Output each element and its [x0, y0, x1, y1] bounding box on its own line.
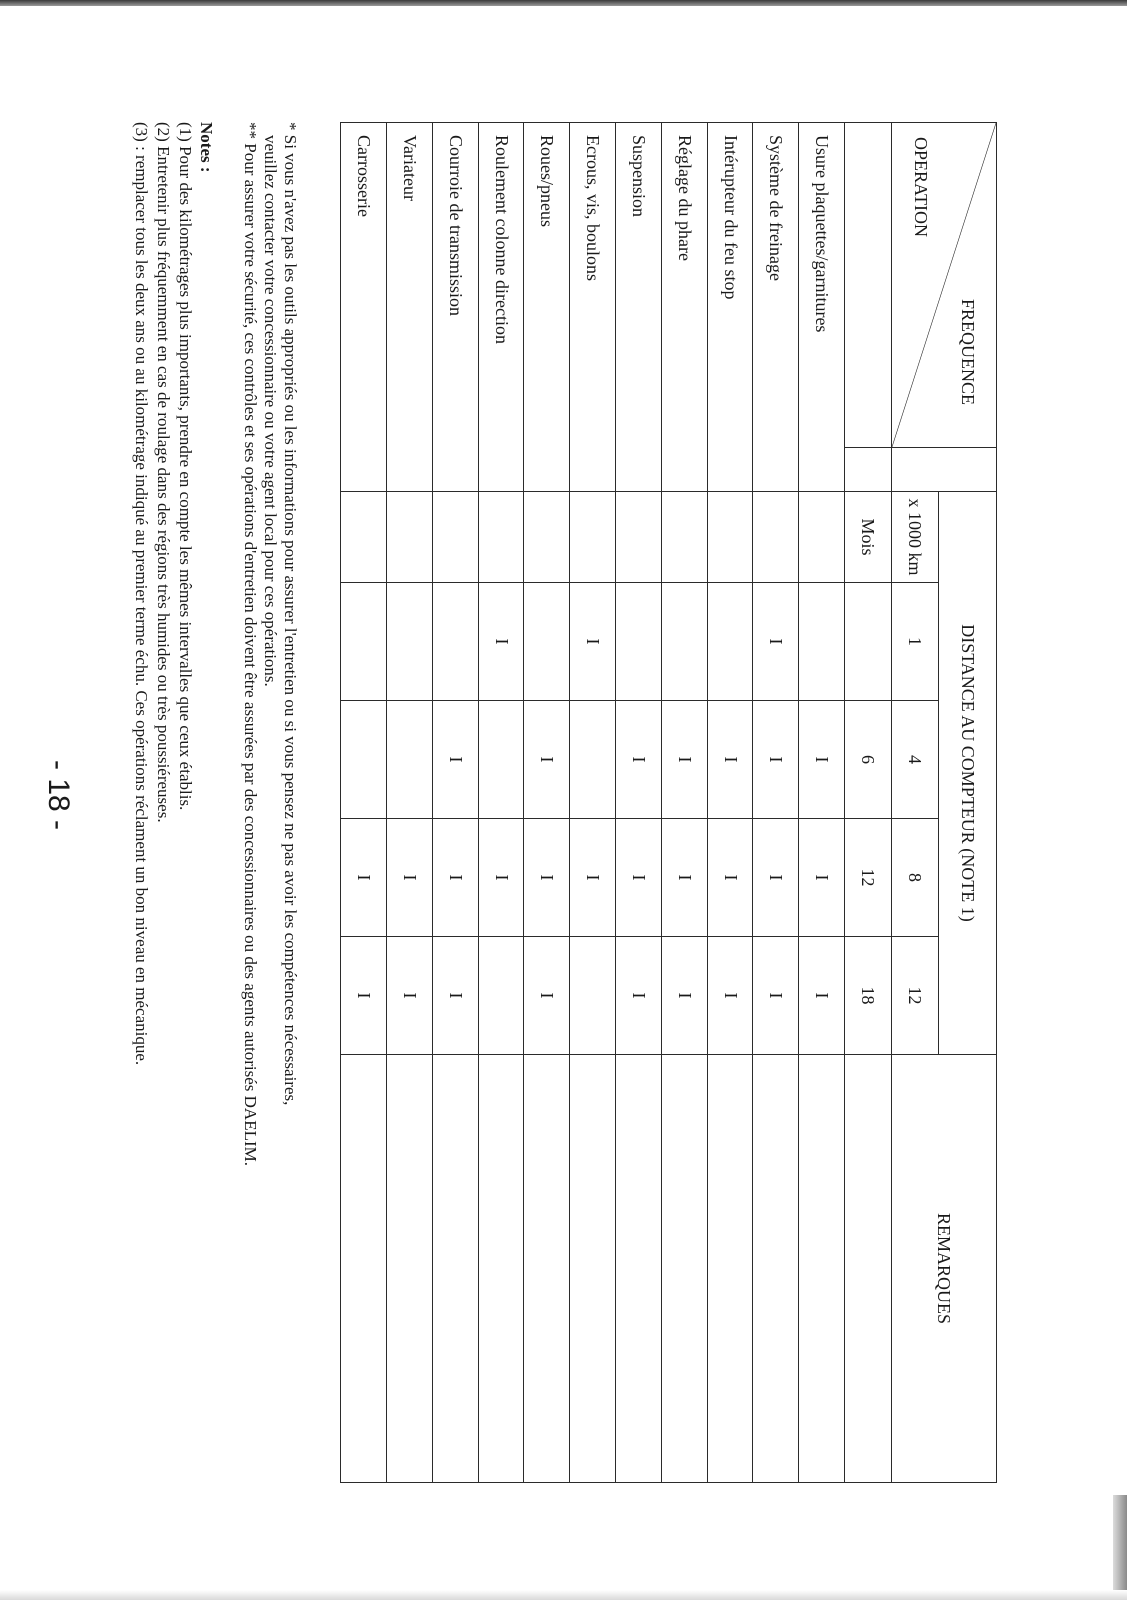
table-cell	[524, 492, 570, 583]
mois-18-cell: 18	[845, 937, 892, 1055]
remarques-cell	[524, 1055, 570, 1483]
mark-cell	[616, 583, 662, 701]
notes-title: Notes :	[197, 122, 216, 173]
table-row	[570, 123, 616, 1483]
km-8-cell: 8	[892, 819, 939, 937]
table-row	[707, 123, 753, 1483]
remarques-cell	[707, 1055, 753, 1483]
km-mois-label-cell	[892, 492, 939, 583]
frequence-label: FREQUENCE	[958, 298, 978, 405]
mois-label: Mois	[845, 492, 892, 583]
mark-cell	[661, 583, 707, 701]
mark-cell: I	[661, 937, 707, 1055]
mark-cell: I	[799, 819, 845, 937]
note-1: (1) Pour des kilométrages plus importants, prendre en compte les mêmes intervalles que ceux établis.	[176, 122, 195, 811]
remarques-cell	[616, 1055, 662, 1483]
table-row	[478, 123, 524, 1483]
table-cell	[661, 492, 707, 583]
km-1-cell: 1	[892, 583, 939, 701]
mark-cell: I	[524, 937, 570, 1055]
mark-cell	[524, 583, 570, 701]
mark-cell	[341, 583, 387, 701]
mark-cell	[707, 583, 753, 701]
operation-spacer	[845, 123, 892, 448]
mark-cell: I	[753, 819, 799, 937]
operation-name: Roues/pneus	[524, 123, 570, 492]
page-number: - 18 -	[42, 760, 75, 831]
mark-cell	[387, 701, 433, 819]
mark-cell: I	[661, 701, 707, 819]
note-3: (3) : remplacer tous les deux ans ou au kilométrage indiqué au premier terme échu. Ces opérations réclament un bon niveau en mécanique.	[132, 122, 151, 1066]
mark-cell: I	[753, 937, 799, 1055]
table-cell	[707, 492, 753, 583]
remarques-cell	[432, 1055, 478, 1483]
footnote-star-1-line-1: * Si vous n'avez pas les outils appropriés ou les informations pour assurer l'entretien ou si vous pensez ne pas avoir les compétences nécessaires,	[281, 122, 300, 1106]
mark-cell: I	[478, 583, 524, 701]
footnote-star-2: ** Pour assurer votre sécurité, ces contrôles et ses opérations d'entretien doivent être assurées par des concessionnaires ou des agents autorisés DAELIM.	[241, 122, 260, 1166]
mark-cell: I	[524, 819, 570, 937]
mark-cell: I	[387, 937, 433, 1055]
remarques-cell	[661, 1055, 707, 1483]
remarques-cell	[478, 1055, 524, 1483]
operation-name: Ecrous, vis, boulons	[570, 123, 616, 492]
mark-cell: I	[616, 937, 662, 1055]
mark-cell: I	[387, 819, 433, 937]
table-cell	[753, 492, 799, 583]
mark-cell: I	[616, 819, 662, 937]
distance-title-cell: DISTANCE AU COMPTEUR (NOTE 1)	[939, 492, 997, 1055]
remarques-cell	[341, 1055, 387, 1483]
mark-cell	[478, 937, 524, 1055]
operation-name: Usure plaquettes/garnitures	[799, 123, 845, 492]
table-row	[524, 123, 570, 1483]
header-row-1	[939, 123, 997, 1483]
operation-name: Variateur	[387, 123, 433, 492]
spacer	[845, 448, 892, 492]
mois-12-cell: 12	[845, 819, 892, 937]
footnote-star-1-line-2: veuillez contacter votre concessionnaire ou votre agent local pour ces opérations.	[261, 135, 280, 687]
mark-cell: I	[753, 701, 799, 819]
remarques-header: REMARQUES	[892, 1055, 997, 1483]
mark-cell: I	[432, 937, 478, 1055]
table-row	[616, 123, 662, 1483]
km-label: x 1000 km	[905, 498, 926, 576]
mark-cell: I	[341, 937, 387, 1055]
mark-cell	[478, 701, 524, 819]
mark-cell: I	[432, 701, 478, 819]
mark-cell: I	[616, 701, 662, 819]
table-cell	[478, 492, 524, 583]
header-row-3	[845, 123, 892, 1483]
mark-cell: I	[799, 701, 845, 819]
mark-cell	[570, 701, 616, 819]
mark-cell: I	[661, 819, 707, 937]
operation-name: Courroie de transmission	[432, 123, 478, 492]
mois-6-cell: 6	[845, 701, 892, 819]
mois-1-cell	[845, 583, 892, 701]
mark-cell	[799, 583, 845, 701]
remarques-cell	[570, 1055, 616, 1483]
operation-name: Système de freinage	[753, 123, 799, 492]
operation-name: Réglage du phare	[661, 123, 707, 492]
remarques-cell	[753, 1055, 799, 1483]
operation-name: Suspension	[616, 123, 662, 492]
table-cell	[432, 492, 478, 583]
remarques-cell	[799, 1055, 845, 1483]
mark-cell	[341, 701, 387, 819]
mark-cell: I	[707, 701, 753, 819]
mark-cell	[432, 583, 478, 701]
note-2: (2) Entretenir plus fréquemment en cas de roulage dans des régions très humides ou très poussiéreuses.	[154, 122, 173, 823]
mark-cell	[387, 583, 433, 701]
remarques-spacer	[845, 1055, 892, 1483]
km-12-cell: 12	[892, 937, 939, 1055]
table-row	[661, 123, 707, 1483]
mark-cell: I	[570, 583, 616, 701]
operation-name: Roulement colonne direction	[478, 123, 524, 492]
mark-cell: I	[753, 583, 799, 701]
table-row	[799, 123, 845, 1483]
mark-cell: I	[707, 937, 753, 1055]
mark-cell: I	[478, 819, 524, 937]
maintenance-table	[340, 122, 997, 1483]
table-cell	[341, 492, 387, 583]
table-cell	[616, 492, 662, 583]
operation-name: Carrosserie	[341, 123, 387, 492]
table-row	[753, 123, 799, 1483]
mark-cell: I	[524, 701, 570, 819]
mark-cell: I	[707, 819, 753, 937]
operation-name: Intérupteur du feu stop	[707, 123, 753, 492]
remarques-cell	[387, 1055, 433, 1483]
mark-cell: I	[570, 819, 616, 937]
table-row	[432, 123, 478, 1483]
table-row	[341, 123, 387, 1483]
table-cell	[387, 492, 433, 583]
diagonal-line	[892, 123, 996, 447]
table-cell	[570, 492, 616, 583]
table-cell	[799, 492, 845, 583]
frequence-operation-cell	[892, 123, 997, 448]
header-spacer-cell	[892, 448, 997, 492]
operation-label: OPERATION	[911, 137, 931, 238]
mark-cell: I	[432, 819, 478, 937]
mark-cell: I	[341, 819, 387, 937]
mark-cell: I	[799, 937, 845, 1055]
table-row	[387, 123, 433, 1483]
km-4-cell: 4	[892, 701, 939, 819]
mark-cell	[570, 937, 616, 1055]
